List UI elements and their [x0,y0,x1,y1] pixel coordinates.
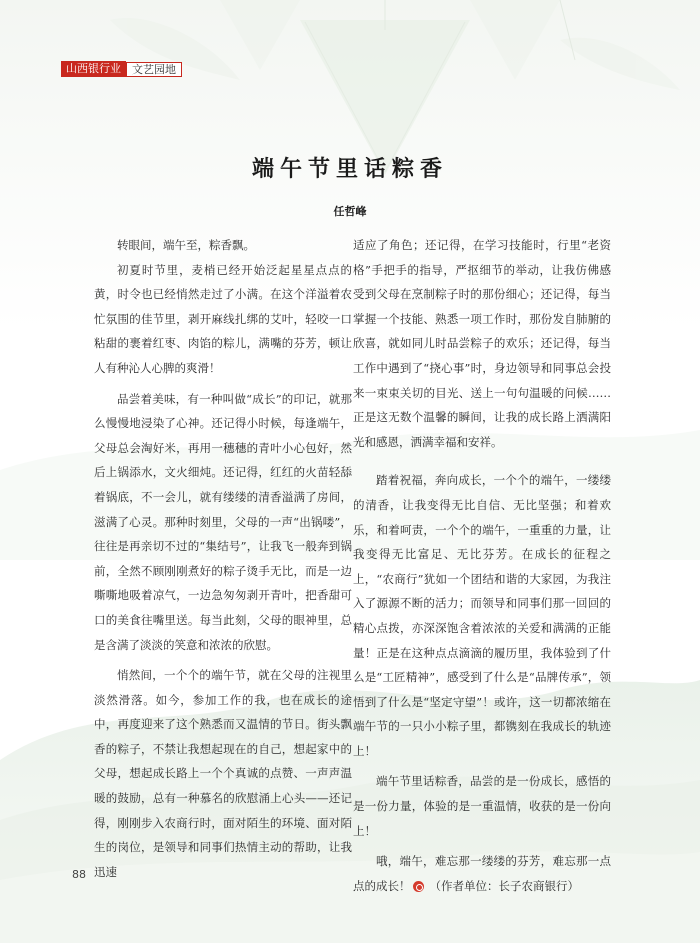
paragraph: 踏着祝福，奔向成长，一个个的端午，一缕缕的清香，让我变得无比自信、无比坚强；和着欢乐，和着呵责，一个个的端午，一重重的力量，让我变得无比富足、无比芬芳。在成长的征程之上，“农商行”犹如一个团结和谐的大家园，为我注入了源源不断的活力；而领导和同事们那一回回的精心点拨，亦深深饱含着浓浓的关爱和满满的正能量！正是在这种点点滴滴的履历里，我体验到了什么是“工匠精神”，感受到了什么是“品牌传承”，领悟到了什么是“坚定守望”！或许，这一切都浓缩在端午节的一只小小粽子里，都镌刻在我成长的轨迹上！ [353,473,611,758]
article-column-left [94,233,352,884]
article-column-right [353,233,611,898]
paragraph: 适应了角色；还记得，在学习技能时，行里“老资格”手把手的指导，严抠细节的举动，让我仿佛感受到父母在烹制粽子时的那份细心；还记得，每当掌握一个技能、熟悉一项工作时，那份发自肺腑的欣喜，就如同儿时品尝粽子的欢乐；还记得，每当工作中遇到了“挠心事”时，身边领导和同事总会投来一束束关切的目光、送上一句句温暖的问候……正是这无数个温馨的瞬间，让我的成长路上洒满阳光和感恩，洒满幸福和安祥。 [353,238,611,449]
paragraph: 初夏时节里，麦梢已经开始泛起星星点点的黄，时令也已经悄然走过了小满。在这个洋溢着农忙氛围的佳节里，剥开麻线扎绑的艾叶，轻咬一口粘甜的裹着红枣、肉馅的粽儿，满嘴的芬芳，顿让人有种沁人心脾的爽滑！ [94,262,352,375]
section-tag-bank: 山西银行业 [61,61,126,77]
closing-text: 哦，端午，难忘那一缕缕的芬芳，难忘那一点点的成长！ [353,854,611,893]
paragraph: 品尝着美味，有一种叫做“成长”的印记，就那么慢慢地浸染了心神。还记得小时候，每逢端午，父母总会淘好米，再用一穗穗的青叶小心包好，然后上锅添水，文火细炖。还记得，红红的火苗轻舔着锅底，不一会儿，就有缕缕的清香溢满了房间，滋满了心灵。那种时刻里，父母的一声“出锅喽”，往往是再亲切不过的“集结号”，让我飞一般奔到锅前，全然不顾刚刚煮好的粽子烫手无比，而是一边嘶嘶地吸着凉气，一边急匆匆剥开青叶，把香甜可口的美食往嘴里送。每当此刻，父母的眼神里，总是含满了淡淡的笑意和浓浓的欣慰。 [94,391,352,652]
section-tag-column: 文艺园地 [126,62,182,77]
paragraph: 转眼间，端午至，粽香飘。 [117,238,255,252]
article-author: 任哲峰 [333,205,367,218]
article-title: 端午节里话粽香 [251,156,448,182]
author-note: （作者单位：长子农商银行） [429,878,579,893]
closing-paragraph [353,849,611,898]
paragraph: 端午节里话粽香，品尝的是一份成长，感悟的是一份力量，体验的是一重温情，收获的是一份向上！ [353,774,611,838]
seal-end-icon [413,881,424,892]
page-number: 88 [72,868,86,881]
section-tag [61,61,182,77]
paragraph: 悄然间，一个个的端午节，就在父母的注视里淡然滑落。如今，参加工作的我，也在成长的途中，再度迎来了这个熟悉而又温情的节日。街头飘香的粽子，不禁让我想起现在的自己，想起家中的父母，想起成长路上一个个真诚的点赞、一声声温暖的鼓励，总有一种慕名的欣慰涌上心头——还记得，刚刚步入农商行时，面对陌生的环境、面对陌生的岗位，是领导和同事们热情主动的帮助，让我迅速 [94,668,352,879]
